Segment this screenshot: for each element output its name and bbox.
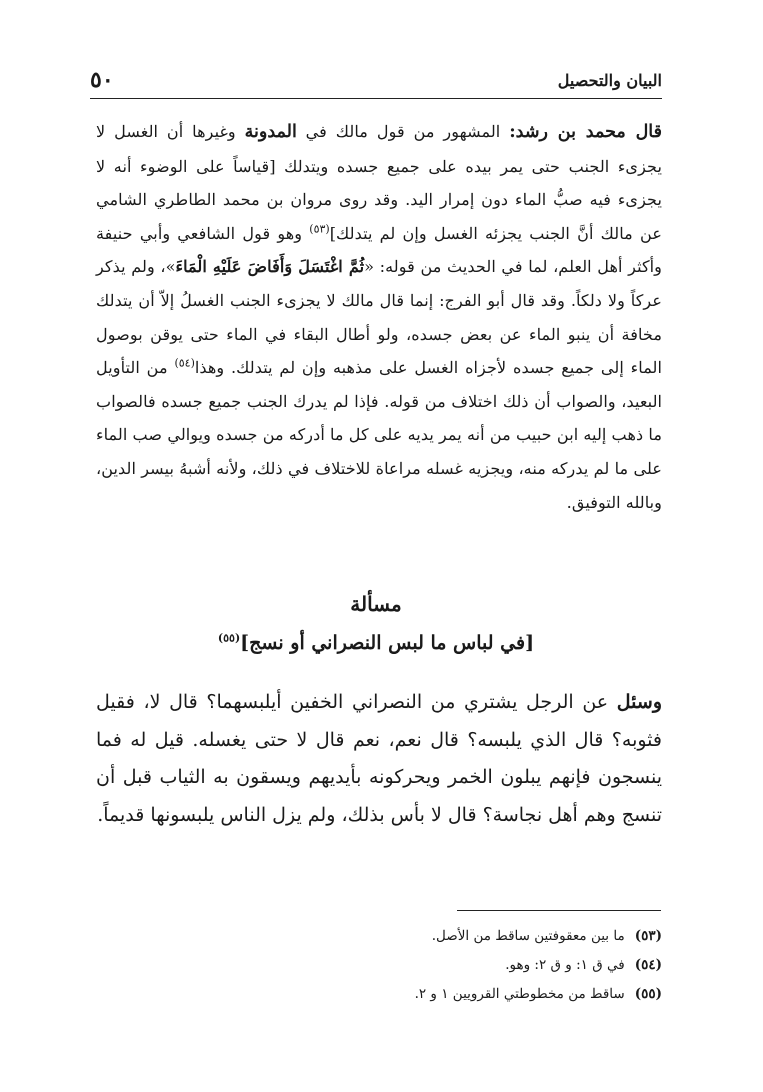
- question-text: عن الرجل يشتري من النصراني الخفين أيلبسهما؟ قال لا، فقيل فثوبه؟ قال الذي يلبسه؟ قال نعم، نعم قال لا حتى يغسله. قيل له فما ينسجون فإنهم يبلون الخمر ويحركونه بأيديهم ويسقون به الثياب قبل أن تنسج وهم أهل نجاسة؟ قال لا بأس بذلك، ولم يزل الناس يلبسونها قديماً.: [96, 691, 662, 826]
- speaker-attribution: قال محمد بن رشد:: [509, 122, 662, 142]
- book-title: البيان والتحصيل: [557, 70, 662, 90]
- subheading-text: [في لباس ما لبس النصراني أو نسج]: [240, 632, 535, 654]
- text-segment: المشهور من قول مالك في: [296, 122, 510, 141]
- question-lead: وسئل: [616, 691, 662, 713]
- text-segment: وهو قول الشافعي وأبي حنيفة وأكثر أهل العلم، لما في الحديث من قوله: «: [96, 223, 662, 277]
- section-heading: مسألة: [350, 592, 402, 616]
- running-header: [90, 62, 662, 99]
- footnote-number: (٥٤): [634, 957, 662, 973]
- footnote-ref-55[interactable]: (٥٥): [217, 631, 241, 645]
- footnote-text: ساقط من مخطوطتي القرويين ١ و ٢.: [414, 986, 625, 1002]
- footnote-ref-53[interactable]: (٥٣): [309, 222, 330, 236]
- commentary-paragraph: [96, 115, 662, 519]
- footnote-item: [96, 980, 662, 1009]
- footnote-number: (٥٥): [634, 986, 662, 1002]
- text-segment: من التأويل البعيد، والصواب أن ذلك اختلاف من قوله. فإذا لم يدرك الجنب جميع جسده فالصواب ما ذهب إليه ابن حبيب من أنه يمر يديه على كل ما أدركه من جسده ويوالي صب الماء على ما لم يدركه منه، ويجزيه غسله مراعاة للاختلاف في ذلك، ولأنه أشبهُ بيسر الدين، وبالله التوفيق.: [96, 358, 662, 512]
- text-segment: »، ولم يذكر عركاً ولا دلكاً. وقد قال أبو الفرج: إنما قال مالك لا يجزىء الجنب الغسلُ إلاّ أن يتدلك مخافة أن ينبو الماء عن بعض جسده، ولو أطال البقاء في الماء حتى يوقن بوصول الماء إلى جميع جسده لأجزاه الغسل على مذهبه وإن لم يتدلك. وهذا: [96, 257, 662, 378]
- footnote-number: (٥٣): [634, 928, 662, 944]
- footnote-ref-54[interactable]: (٥٤): [174, 356, 195, 370]
- mudawwana-reference: المدونة: [244, 122, 297, 142]
- page-number: ٥٠: [90, 67, 114, 93]
- hadith-quote: ثُمَّ اغْتَسَلَ وَأَفَاضَ عَلَيْهِ الْمَاءَ: [175, 257, 365, 277]
- footnote-divider: [457, 910, 661, 911]
- section-subheading: [90, 632, 662, 654]
- footnote-item: [96, 951, 662, 980]
- footnotes-block: [96, 922, 662, 1009]
- text-segment: وغيرها أن الغسل لا يجزىء الجنب حتى يمر بيده على جميع جسده ويتدلك [قياساً على الوضوء أنه لا يجزىء فيه صبُّ الماء دون إمرار اليد. وقد روى مروان بن محمد الطاطري الشامي عن مالك أنَّ الجنب يجزئه الغسل وإن لم يتدلك]: [96, 122, 662, 243]
- footnote-item: [96, 922, 662, 951]
- footnote-text: في ق ١: و ق ٢: وهو.: [505, 957, 625, 973]
- question-paragraph: [96, 684, 662, 834]
- footnote-text: ما بين معقوفتين ساقط من الأصل.: [431, 928, 625, 944]
